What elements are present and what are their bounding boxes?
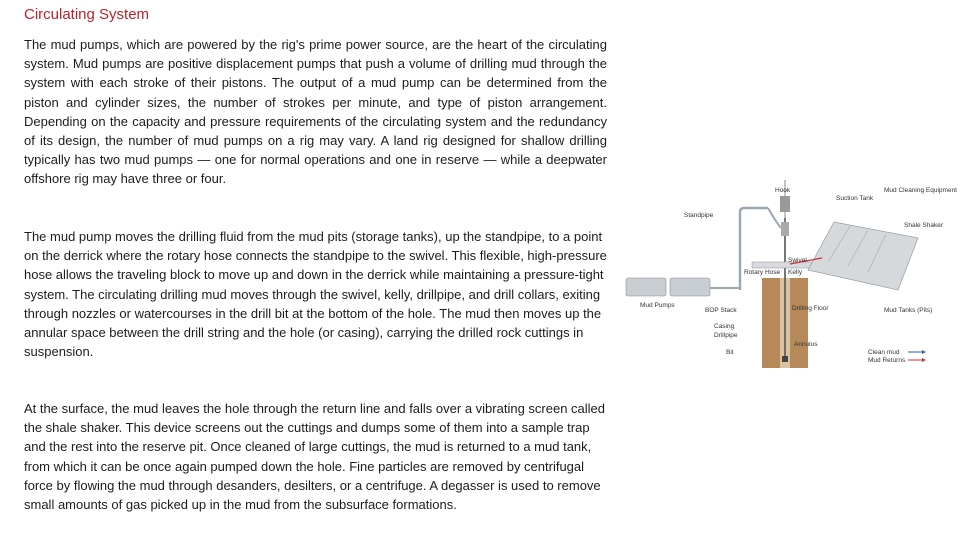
label-mud-cleaning: Mud Cleaning Equipment (884, 187, 957, 194)
label-standpipe: Standpipe (684, 212, 714, 219)
swivel-block (781, 222, 789, 236)
label-bit: Bit (726, 349, 734, 356)
mud-pump-unit (626, 278, 666, 296)
label-mud-pumps: Mud Pumps (640, 302, 675, 309)
paragraph-mud-flow: The mud pump moves the drilling fluid from the mud pits (storage tanks), up the standpipe, to a point on the derrick where the rotary hose connects the standpipe to the swivel. This flexible, high-pressure hose allows the traveling block to move up and down in the derrick while maintaining a pressure-tight system. The circulating drilling mud moves through the swivel, kelly, drillpipe, and drill collars, exiting through nozzles or watercourses in the drill bit at the bottom of the hole. The mud then moves up the annular space between the drill string and the hole (or casing), carrying the drilled rock cuttings in suspension. (24, 229, 607, 360)
label-swivel: Swivel (788, 257, 807, 264)
legend-mud-returns-arrowhead (922, 358, 926, 362)
mud-tanks (808, 222, 918, 290)
standpipe-line (740, 208, 768, 290)
mud-pump-unit (670, 278, 710, 296)
legend-clean-mud-arrowhead (922, 350, 926, 354)
paragraph-surface-return: At the surface, the mud leaves the hole through the return line and falls over a vibrating screen called the shale shaker. This device screens out the cuttings and dumps some of them into a sample trap and the rest into the reserve pit. Once cleaned of large cuttings, the mud is returned to a mud tank, from which it can be once again pumped down the hole. Fine particles are removed by centrifugal force by flowing the mud through desanders, desilters, or a centrifuge. A degasser is used to remove small amounts of gas picked up in the mud from the subsurface formations. (24, 401, 606, 513)
legend-clean-mud: Clean mud (868, 349, 900, 356)
rotary-hose-line (768, 208, 781, 228)
label-suction-tank: Suction Tank (836, 195, 874, 202)
label-kelly: Kelly (788, 269, 803, 276)
hook-block (780, 196, 790, 212)
label-rotary-hose: Rotary Hose (744, 269, 781, 276)
paragraph-mud-pumps: The mud pumps, which are powered by the rig's prime power source, are the heart of the circulating system. Mud pumps are positive displacement pumps that push a volume of drilling mud through the system with each stroke of their pistons. The output of a mud pump can be determined from the piston and cylinder sizes, the number of strokes per minute, and type of piston arrangement. Depending on the capacity and pressure requirements of the circulating system and the redundancy of its design, the number of mud pumps on a rig may vary. A land rig designed for shallow drilling typically has two mud pumps — one for normal operations and one in reserve — while a deepwater offshore rig may have three or four. (24, 37, 607, 187)
page-title: Circulating System (24, 6, 150, 23)
circulating-system-diagram (622, 178, 957, 378)
label-drillpipe: Drillpipe (714, 332, 738, 339)
label-hook: Hook (775, 187, 791, 194)
label-mud-tanks: Mud Tanks (Pits) (884, 307, 933, 314)
label-shale-shaker: Shale Shaker (904, 222, 944, 229)
label-annulus: Annulus (794, 341, 818, 348)
label-drilling-floor: Drilling Floor (792, 305, 829, 312)
label-casing: Casing (714, 323, 735, 330)
label-bop-stack: BOP Stack (705, 307, 737, 314)
drill-bit (782, 356, 788, 362)
legend-mud-returns: Mud Returns (868, 357, 906, 364)
